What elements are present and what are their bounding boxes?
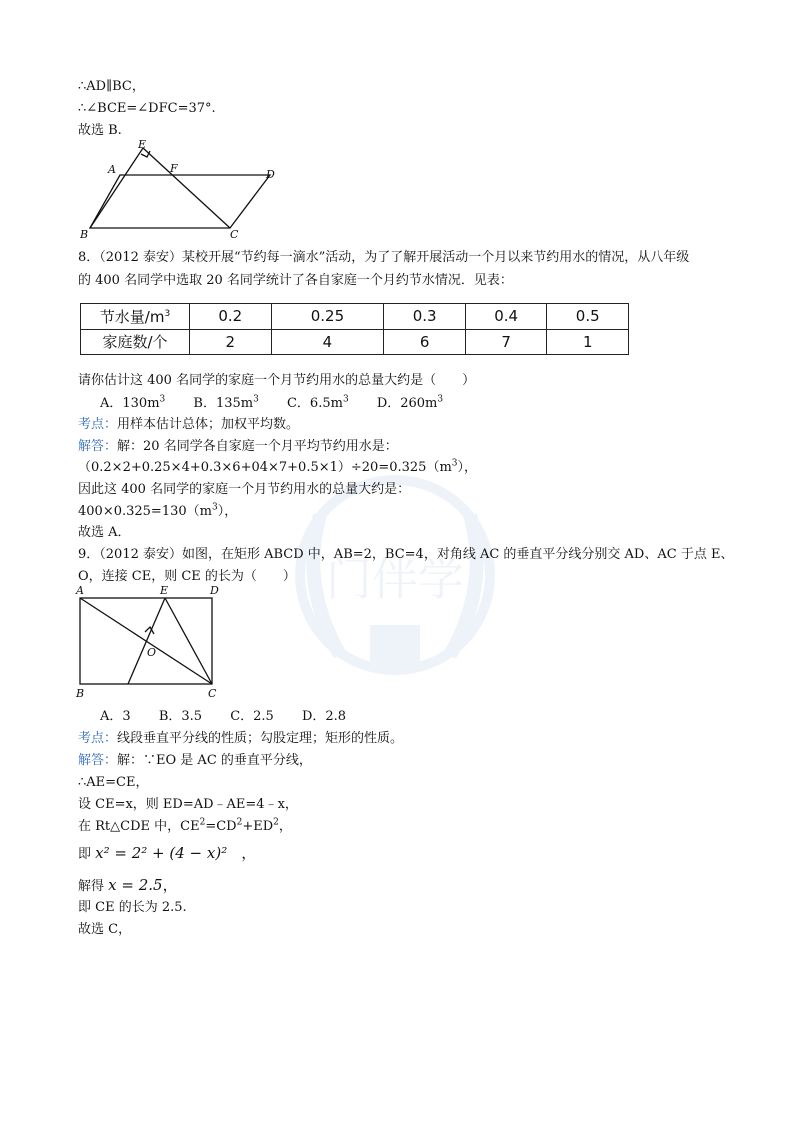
label-E: E [160,584,169,597]
q8-options [100,395,467,413]
q8-question: 请你估计这 400 名同学的家庭一个月节约用水的总量大约是（ ） [78,373,476,388]
q8-option-d: D．$260m^3$ [376,394,444,411]
q9-step2: 设 CE=x，则 ED=AD﹣AE=4﹣x， [78,797,298,812]
q8-stem-line2: 的 400 名同学中选取 20 名同学统计了各自家庭一个月约节水情况．见表： [78,273,513,288]
figure-rectangle [72,584,232,702]
line-ad-parallel-bc: ∴AD∥BC， [78,79,145,94]
label-A: A [108,163,116,176]
table-cell: 0.25 [271,304,384,330]
q9-option-a: A．3 [100,709,131,724]
label-D: D [266,168,275,181]
q8-step2: 因此这 400 名同学的家庭一个月节约用水的总量大约是： [78,482,411,497]
q9-option-c: C．2.5 [230,709,274,724]
q8-step3: $400\times 0.325=130(m^3)$， [78,502,238,519]
table-head-families: 家庭数/个 [81,329,190,355]
label-B: B [76,687,85,700]
q9-choose: 故选 C， [78,922,132,937]
q9-option-d: D．2.8 [301,709,347,724]
label-F: F [170,162,178,175]
label-D: D [210,584,219,597]
q8-option-c: C．$6.5m^3$ [286,394,349,411]
q9-step1: ∴AE=CE， [78,775,149,790]
q9-options [100,708,370,726]
label-C: C [230,228,239,240]
table-cell: 1 [547,329,629,355]
table-cell: 0.3 [384,304,466,330]
q9-stem-line2: O，连接 CE，则 CE 的长为（ ） [78,569,296,584]
q8-stem-line1: 8．（2012 泰安）某校开展“节约每一滴水”活动，为了了解开展活动一个月以来节约用水的情况，从八年级 [78,250,690,265]
table-row [81,304,629,330]
q9-step3: 在 Rt△CDE 中，$CE^2=CD^2+ED^2$， [78,817,292,834]
q9-equation: 即 x² = 2² + (4 − x)² ， [78,844,257,862]
label-B: B [80,228,89,240]
table-head-water: 节水量$/m^3$ [81,304,190,330]
q8-choose: 故选 A． [78,525,131,540]
q8-step1: $(0.2\times 2+0.25\times 4+0.3\times 6+04\times 7+0.5\times 1)\div 20=0.325(m^3)$， [78,458,478,475]
q8-keypoint: 考点：用样本估计总体；加权平均数。 [78,417,300,432]
label-O: O [147,646,157,659]
line-angle-equal: ∴∠BCE=∠DFC=37°. [78,101,216,116]
table-cell: 2 [190,329,272,355]
q8-answer-intro: 解答：解：20 名同学各自家庭一个月平均节约用水是： [78,439,398,454]
label-C: C [208,687,217,700]
table-cell: 6 [384,329,466,355]
q9-option-b: B．3.5 [158,709,203,724]
watermark-text: 门伴学 [326,552,464,606]
table-row [81,329,629,355]
table-cell: 0.4 [465,304,547,330]
q9-ce-length: 即 CE 的长为 2.5. [78,900,187,915]
q9-solution: 解得 x = 2.5， [78,876,178,894]
q9-stem-line1: 9．（2012 泰安）如图，在矩形 ABCD 中，AB=2，BC=4，对角线 AC 的垂直平分线分别交 AD、AC 于点 E、 [78,547,734,562]
label-E: E [138,140,147,151]
table-cell: 0.5 [547,304,629,330]
q8-option-a: A．$130m^3$ [100,394,166,411]
water-saving-table [80,303,629,355]
table-cell: 7 [465,329,547,355]
label-A: A [76,584,84,597]
figure-parallelogram [80,140,290,240]
q8-option-b: B．$135m^3$ [193,394,259,411]
table-cell: 0.2 [190,304,272,330]
line-choose-b: 故选 B. [78,123,122,138]
q9-answer-intro: 解答：解：∵EO 是 AC 的垂直平分线， [78,753,312,768]
q9-keypoint: 考点：线段垂直平分线的性质；勾股定理；矩形的性质。 [78,731,404,746]
table-cell: 4 [271,329,384,355]
